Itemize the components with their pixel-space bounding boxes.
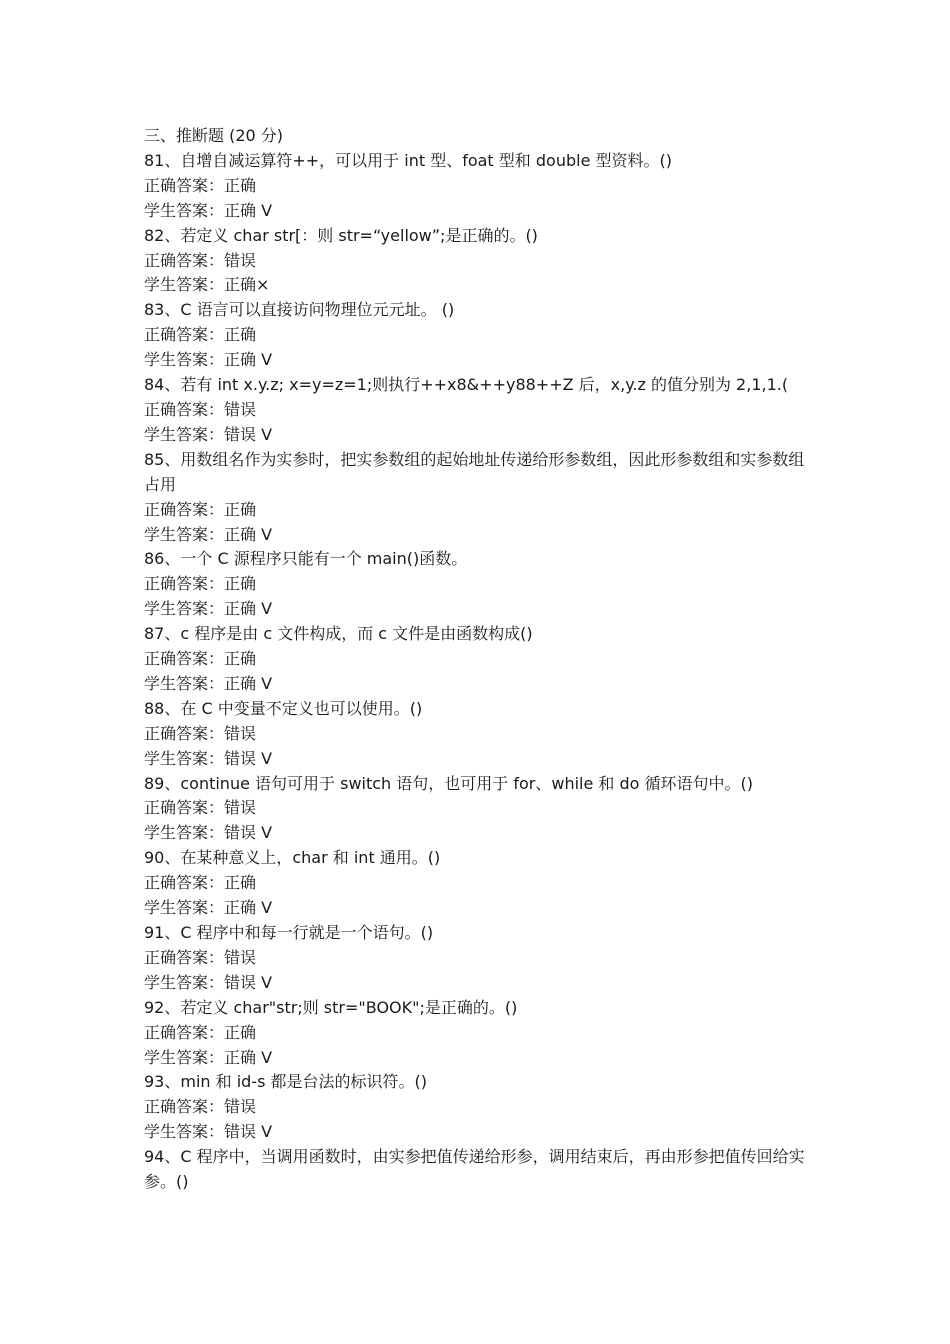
student-answer-value: 错误 V: [224, 1122, 273, 1142]
student-answer: [144, 597, 814, 622]
correct-answer-value: 错误: [224, 1097, 257, 1117]
question-text: 81、自增自减运算符++，可以用于 int 型、foat 型和 double 型资料。(): [144, 150, 672, 170]
student-answer-value: 错误 V: [224, 972, 273, 992]
student-answer-value: 正确 V: [224, 200, 273, 220]
correct-answer-label: 正确答案：: [144, 723, 225, 743]
correct-answer: [144, 946, 814, 971]
correct-answer-value: 正确: [224, 499, 257, 519]
correct-answer-value: 正确: [224, 873, 257, 893]
section-title: 三、推断题 (20 分): [144, 126, 284, 145]
correct-answer-label: 正确答案：: [144, 873, 225, 893]
student-answer: [144, 523, 814, 548]
correct-answer-value: 正确: [224, 175, 257, 195]
correct-answer: [144, 871, 814, 896]
question-text: 85、用数组名作为实参时，把实参数组的起始地址传递给形参数组，因此形参数组和实参数组占用: [144, 449, 805, 494]
question-91: [144, 921, 814, 996]
question-text: 91、C 程序中和每一行就是一个语句。(): [144, 923, 434, 942]
correct-answer: [144, 647, 814, 672]
correct-answer-label: 正确答案：: [144, 798, 225, 818]
correct-answer-value: 正确: [224, 325, 257, 345]
student-answer-value: 正确 V: [224, 524, 273, 544]
student-answer: [144, 672, 814, 697]
correct-answer: [144, 572, 814, 597]
question-text: 82、若定义 char str[：则 str=“yellow”;是正确的。(): [144, 225, 538, 245]
correct-answer-value: 错误: [224, 250, 257, 270]
correct-answer-value: 错误: [224, 798, 257, 818]
student-answer-value: 正确×: [224, 275, 270, 295]
correct-answer-value: 错误: [224, 399, 257, 419]
student-answer-label: 学生答案：: [144, 673, 225, 693]
correct-answer-value: 正确: [224, 1022, 257, 1042]
student-answer: [144, 747, 814, 772]
student-answer: [144, 971, 814, 996]
correct-answer-label: 正确答案：: [144, 649, 225, 669]
correct-answer: [144, 249, 814, 274]
correct-answer-label: 正确答案：: [144, 250, 225, 270]
correct-answer: [144, 796, 814, 821]
student-answer: [144, 423, 814, 448]
question-text: 87、c 程序是由 c 文件构成，而 c 文件是由函数构成(): [144, 624, 533, 644]
student-answer-value: 错误 V: [224, 424, 273, 444]
correct-answer: [144, 398, 814, 423]
correct-answer: [144, 1021, 814, 1046]
student-answer: [144, 821, 814, 846]
student-answer-label: 学生答案：: [144, 275, 225, 295]
question-90: [144, 846, 814, 921]
question-text: 83、C 语言可以直接访问物理位元元址。 (): [144, 300, 455, 320]
question-92: [144, 996, 814, 1071]
question-text: 90、在某种意义上，char 和 int 通用。(): [144, 848, 441, 868]
student-answer-value: 错误 V: [224, 823, 273, 843]
student-answer-value: 正确 V: [224, 673, 273, 693]
student-answer-label: 学生答案：: [144, 898, 225, 918]
question-text: 94、C 程序中，当调用函数时，由实参把值传递给形参，调用结束后，再由形参把值传回给实参。(): [144, 1147, 805, 1192]
student-answer-value: 正确 V: [224, 898, 273, 918]
student-answer-label: 学生答案：: [144, 1122, 225, 1142]
question-text: 88、在 C 中变量不定义也可以使用。(): [144, 698, 423, 718]
student-answer: [144, 348, 814, 373]
correct-answer: [144, 323, 814, 348]
student-answer-value: 正确 V: [224, 350, 273, 370]
student-answer-label: 学生答案：: [144, 972, 225, 992]
student-answer-label: 学生答案：: [144, 748, 225, 768]
student-answer: [144, 273, 814, 298]
question-text: 92、若定义 char"str;则 str="BOOK";是正确的。(): [144, 997, 518, 1017]
student-answer: [144, 1120, 814, 1145]
correct-answer-value: 错误: [224, 947, 257, 967]
question-85: [144, 448, 814, 548]
correct-answer-label: 正确答案：: [144, 175, 225, 195]
student-answer: [144, 896, 814, 921]
student-answer-label: 学生答案：: [144, 524, 225, 544]
correct-answer-value: 错误: [224, 723, 257, 743]
student-answer-label: 学生答案：: [144, 599, 225, 619]
question-text: 89、continue 语句可用于 switch 语句，也可用于 for、while 和 do 循环语句中。(): [144, 773, 754, 793]
question-text: 93、min 和 id-s 都是台法的标识符。(): [144, 1072, 427, 1092]
question-88: [144, 697, 814, 772]
correct-answer: [144, 174, 814, 199]
correct-answer-label: 正确答案：: [144, 574, 225, 594]
student-answer-label: 学生答案：: [144, 1047, 225, 1067]
student-answer-label: 学生答案：: [144, 200, 225, 220]
correct-answer: [144, 1095, 814, 1120]
document-body: [144, 124, 814, 1195]
question-82: [144, 224, 814, 299]
student-answer-value: 错误 V: [224, 748, 273, 768]
student-answer-value: 正确 V: [224, 1047, 273, 1067]
student-answer: [144, 199, 814, 224]
correct-answer-label: 正确答案：: [144, 947, 225, 967]
correct-answer: [144, 498, 814, 523]
student-answer: [144, 1046, 814, 1071]
question-84: [144, 373, 814, 448]
student-answer-label: 学生答案：: [144, 424, 225, 444]
question-93: [144, 1070, 814, 1145]
student-answer-label: 学生答案：: [144, 823, 225, 843]
student-answer-label: 学生答案：: [144, 350, 225, 370]
correct-answer-label: 正确答案：: [144, 1022, 225, 1042]
question-text: 86、一个 C 源程序只能有一个 main()函数。: [144, 549, 468, 569]
question-86: [144, 547, 814, 622]
correct-answer-label: 正确答案：: [144, 499, 225, 519]
correct-answer-label: 正确答案：: [144, 1097, 225, 1117]
question-87: [144, 622, 814, 697]
question-81: [144, 149, 814, 224]
correct-answer-label: 正确答案：: [144, 325, 225, 345]
question-89: [144, 772, 814, 847]
correct-answer-label: 正确答案：: [144, 399, 225, 419]
correct-answer: [144, 722, 814, 747]
correct-answer-value: 正确: [224, 649, 257, 669]
question-83: [144, 298, 814, 373]
question-text: 84、若有 int x.y.z; x=y=z=1;则执行++x8&++y88++Z 后，x,y.z 的值分别为 2,1,1.(: [144, 375, 789, 395]
student-answer-value: 正确 V: [224, 599, 273, 619]
correct-answer-value: 正确: [224, 574, 257, 594]
question-94: [144, 1145, 814, 1195]
